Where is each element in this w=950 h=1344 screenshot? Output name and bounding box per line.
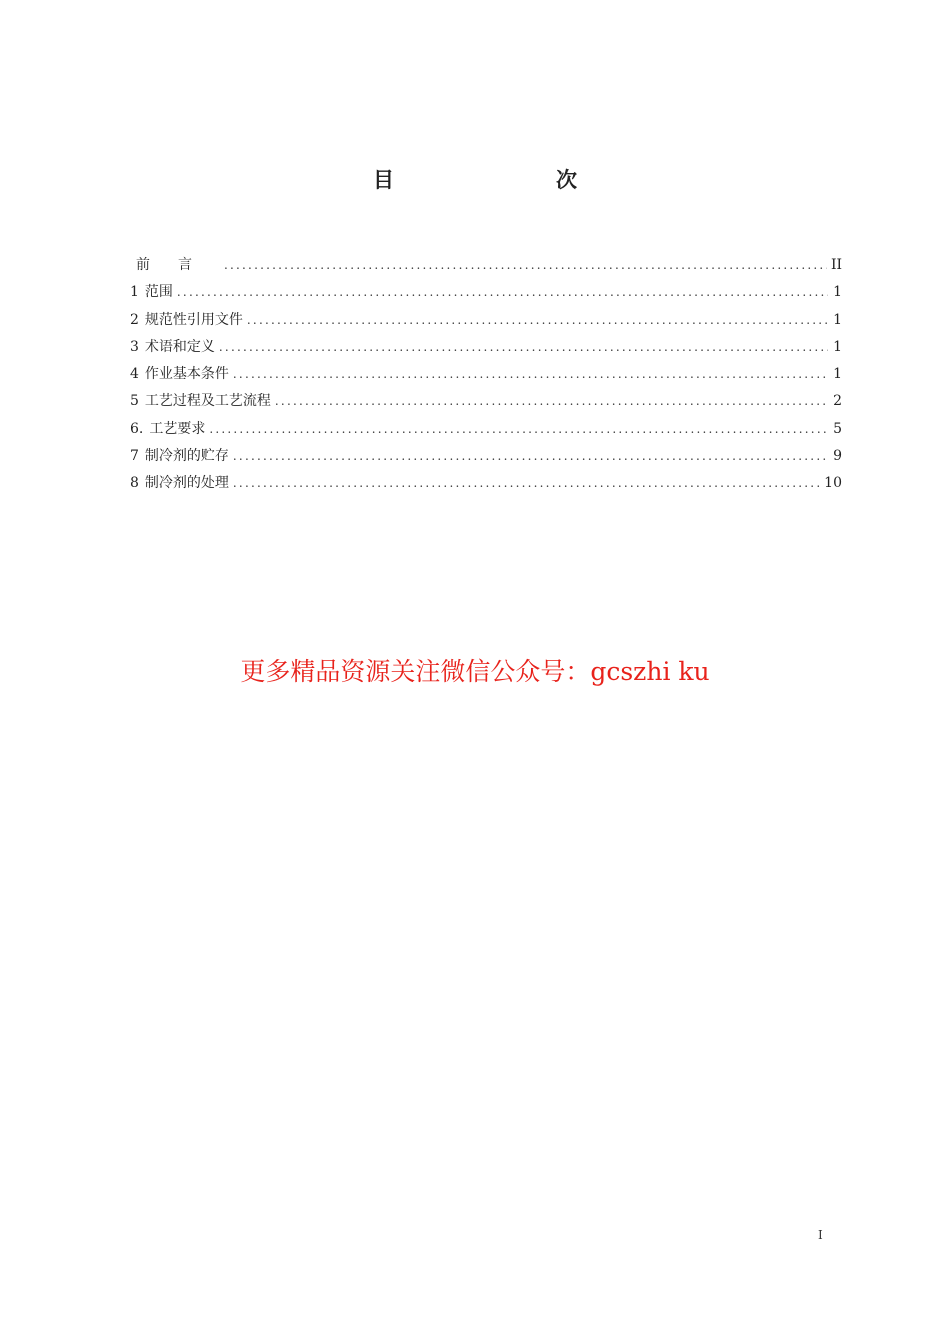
- toc-entry-foreword[interactable]: [130, 252, 842, 279]
- toc-entry-number: 2: [130, 311, 139, 328]
- toc-entry-process-requirements[interactable]: [130, 416, 842, 443]
- toc-entry-label: 术语和定义: [144, 338, 215, 355]
- toc-leader-dots: [209, 416, 828, 443]
- table-of-contents: [130, 252, 842, 498]
- toc-leader-dots: [177, 279, 828, 306]
- toc-entry-normative-references[interactable]: [130, 307, 842, 334]
- toc-entry-number: 6.: [130, 420, 144, 437]
- toc-entry-scope[interactable]: [130, 279, 842, 306]
- toc-leader-dots: [233, 470, 820, 497]
- toc-entry-number: 8: [130, 475, 139, 492]
- toc-entry-label: 规范性引用文件: [144, 311, 243, 328]
- toc-leader-dots: [224, 252, 827, 279]
- page-number: I: [818, 1228, 823, 1242]
- toc-entry-basic-conditions[interactable]: [130, 361, 842, 388]
- toc-entry-terms-definitions[interactable]: [130, 334, 842, 361]
- toc-entry-page: II: [830, 257, 842, 273]
- toc-entry-page: 5: [833, 420, 842, 437]
- toc-entry-number: 4: [130, 366, 139, 383]
- toc-title: 目 次: [373, 167, 617, 192]
- toc-entry-process-flow[interactable]: [130, 388, 842, 415]
- toc-entry-label: 范围: [144, 284, 173, 301]
- toc-entry-label: 工艺要求: [149, 420, 206, 437]
- toc-entry-number: 1: [130, 284, 139, 301]
- toc-entry-label: 工艺过程及工艺流程: [144, 393, 271, 410]
- toc-entry-page: 1: [833, 366, 842, 383]
- toc-leader-dots: [247, 307, 828, 334]
- toc-leader-dots: [275, 388, 828, 415]
- toc-entry-page: 1: [833, 284, 842, 301]
- toc-entry-page: 2: [833, 393, 842, 410]
- toc-entry-label: 作业基本条件: [144, 366, 229, 383]
- toc-entry-number: 5: [130, 393, 139, 410]
- toc-leader-dots: [219, 334, 828, 361]
- toc-entry-page: 9: [833, 448, 842, 465]
- toc-entry-label: 前言: [136, 257, 220, 273]
- toc-entry-refrigerant-storage[interactable]: [130, 443, 842, 470]
- toc-entry-page: 1: [833, 338, 842, 355]
- toc-entry-refrigerant-disposal[interactable]: [130, 470, 842, 497]
- toc-leader-dots: [233, 443, 828, 470]
- toc-entry-page: 10: [824, 475, 842, 492]
- toc-entry-label: 制冷剂的处理: [144, 475, 229, 492]
- toc-entry-number: 3: [130, 338, 139, 355]
- toc-leader-dots: [233, 361, 828, 388]
- toc-entry-label: 制冷剂的贮存: [144, 448, 229, 465]
- toc-entry-page: 1: [833, 311, 842, 328]
- toc-entry-number: 7: [130, 448, 139, 465]
- promo-watermark-text: 更多精品资源关注微信公众号：gcszhi ku: [240, 657, 710, 686]
